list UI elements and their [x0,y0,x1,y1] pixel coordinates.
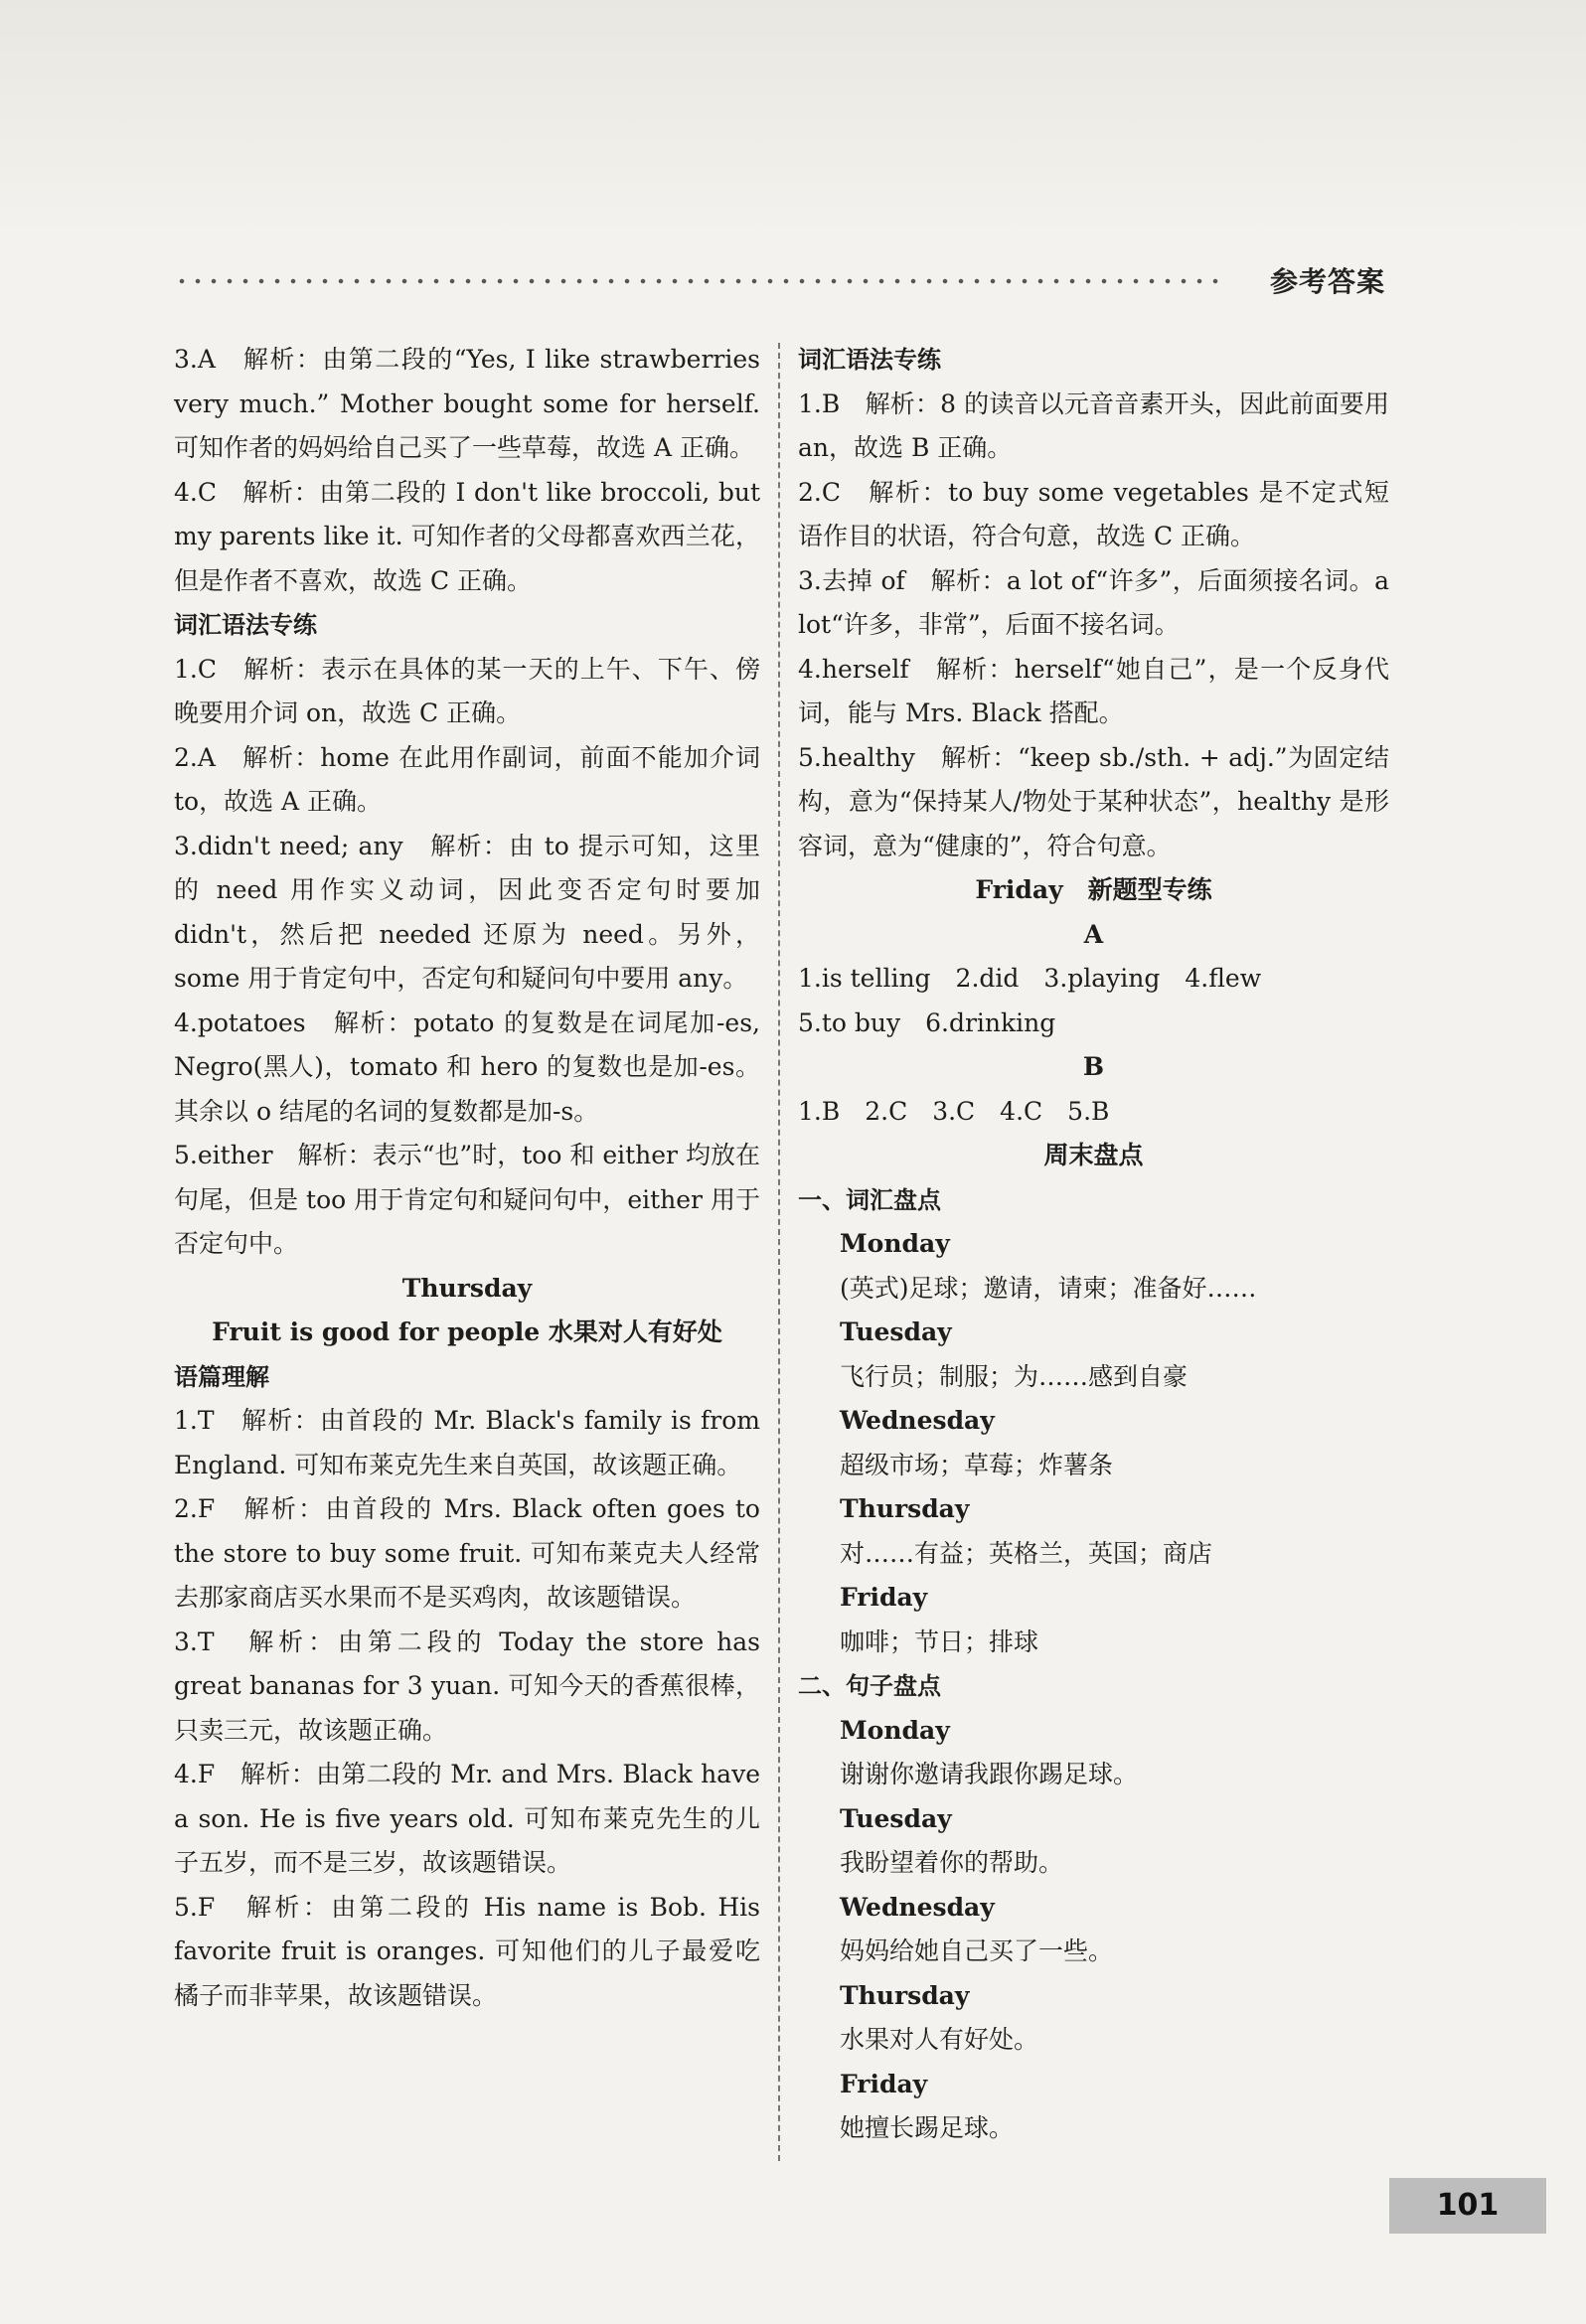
top-shadow [0,0,1586,238]
day-label: Friday [840,1583,928,1612]
summary-line: 咖啡；节日；排球 [840,1627,1039,1656]
answer-item: 1.B 解析：8 的读音以元音音素开头，因此前面要用 an，故选 B 正确。 [798,388,1389,462]
day-label: Friday [840,2069,928,2098]
answer-item: 3.didn't need; any 解析：由 to 提示可知，这里的 need 用作实义动词，因此变否定句时要加 didn't，然后把 needed 还原为 need。另外，some 用于肯定句中，否定句和疑问句中要用 any。 [174,831,760,993]
section-heading: 词汇语法专练 [174,611,317,639]
answer-item: 5.either 解析：表示“也”时，too 和 either 均放在句尾，但是 too 用于肯定句和疑问句中，either 用于否定句中。 [174,1141,760,1258]
centered-heading: Fruit is good for people 水果对人有好处 [212,1317,722,1346]
day-label: Monday [840,1229,950,1258]
answer-item: 2.A 解析：home 在此用作副词，前面不能加介词 to，故选 A 正确。 [174,742,760,816]
summary-line: 她擅长踢足球。 [840,2113,1015,2142]
answer-item: 4.herself 解析：herself“她自己”，是一个反身代词，能与 Mrs. Black 搭配。 [798,654,1389,727]
summary-line: 超级市场；草莓；炸薯条 [840,1450,1114,1479]
day-label: Wednesday [840,1406,995,1435]
section-heading: 一、词汇盘点 [798,1185,941,1214]
section-heading: 二、句子盘点 [798,1672,941,1700]
answer-item: 2.F 解析：由首段的 Mrs. Black often goes to the store to buy some fruit. 可知布莱克夫人经常去那家商店买水果而不是买鸡肉，故该题错误。 [174,1494,760,1612]
answer-item: 1.T 解析：由首段的 Mr. Black's family is from England. 可知布莱克先生来自英国，故该题正确。 [174,1406,760,1479]
answer-line: 1.is telling 2.did 3.playing 4.flew [798,964,1262,993]
answer-item: 2.C 解析：to buy some vegetables 是不定式短语作目的状语，符合句意，故选 C 正确。 [798,477,1389,550]
answer-item: 5.F 解析：由第二段的 His name is Bob. His favorite fruit is oranges. 可知他们的儿子最爱吃橘子而非苹果，故该题错误。 [174,1892,760,2010]
answer-item: 3.A 解析：由第二段的“Yes, I like strawberries very much.” Mother bought some for herself. 可知作者的妈妈给自己买了一些草莓，故选 A 正确。 [174,345,760,462]
answer-item: 4.F 解析：由第二段的 Mr. and Mrs. Black have a son. He is five years old. 可知布莱克先生的儿子五岁，而不是三岁，故该题错误。 [174,1760,760,1877]
day-label: Thursday [840,1980,970,2010]
centered-heading: Friday 新题型专练 [975,875,1212,904]
summary-line: (英式)足球；邀请，请柬；准备好…… [840,1273,1257,1303]
day-label: Tuesday [840,1317,952,1346]
answer-item: 3.去掉 of 解析：a lot of“许多”，后面须接名词。a lot“许多，非常”，后面不接名词。 [798,565,1389,639]
summary-line: 谢谢你邀请我跟你踢足球。 [840,1760,1139,1788]
centered-heading: Thursday [401,1273,533,1303]
answer-line: 1.B 2.C 3.C 4.C 5.B [798,1096,1110,1126]
answer-item: 5.healthy 解析：“keep sb./sth. + adj.”为固定结构，意为“保持某人/物处于某种状态”，healthy 是形容词，意为“健康的”，符合句意。 [798,742,1389,860]
summary-line: 妈妈给她自己买了一些。 [840,1937,1114,1965]
right-column [798,338,1389,2151]
answer-item: 3.T 解析：由第二段的 Today the store has great bananas for 3 yuan. 可知今天的香蕉很棒，只卖三元，故该题正确。 [174,1627,760,1745]
summary-line: 飞行员；制服；为……感到自豪 [840,1361,1189,1391]
answer-item: 1.C 解析：表示在具体的某一天的上午、下午、傍晚要用介词 on，故选 C 正确。 [174,654,760,727]
header-dotted-rule [174,278,1227,284]
section-heading: 词汇语法专练 [798,346,941,374]
answer-item: 4.C 解析：由第二段的 I don't like broccoli, but my parents like it. 可知作者的父母都喜欢西兰花，但是作者不喜欢，故选 C 正确。 [174,477,760,595]
page-header-title: 参考答案 [1270,265,1386,298]
summary-line: 我盼望着你的帮助。 [840,1848,1064,1877]
day-label: Tuesday [840,1803,952,1833]
centered-heading: A [1083,919,1104,949]
answer-item: 4.potatoes 解析：potato 的复数是在词尾加-es, Negro(黑人)，tomato 和 hero 的复数也是加-es。其余以 o 结尾的名词的复数都是加-s。 [174,1007,760,1126]
answer-line: 5.to buy 6.drinking [798,1007,1056,1037]
summary-line: 水果对人有好处。 [840,2025,1039,2054]
centered-heading: B [1082,1052,1105,1081]
page-number: 101 [1389,2178,1546,2234]
left-column [174,338,760,2018]
day-label: Monday [840,1715,950,1745]
summary-line: 对……有益；英格兰，英国；商店 [840,1538,1213,1568]
centered-heading: 周末盘点 [1043,1141,1144,1169]
day-label: Thursday [840,1494,970,1523]
column-divider [778,343,780,2161]
section-heading: 语篇理解 [174,1362,269,1391]
day-label: Wednesday [840,1892,995,1922]
